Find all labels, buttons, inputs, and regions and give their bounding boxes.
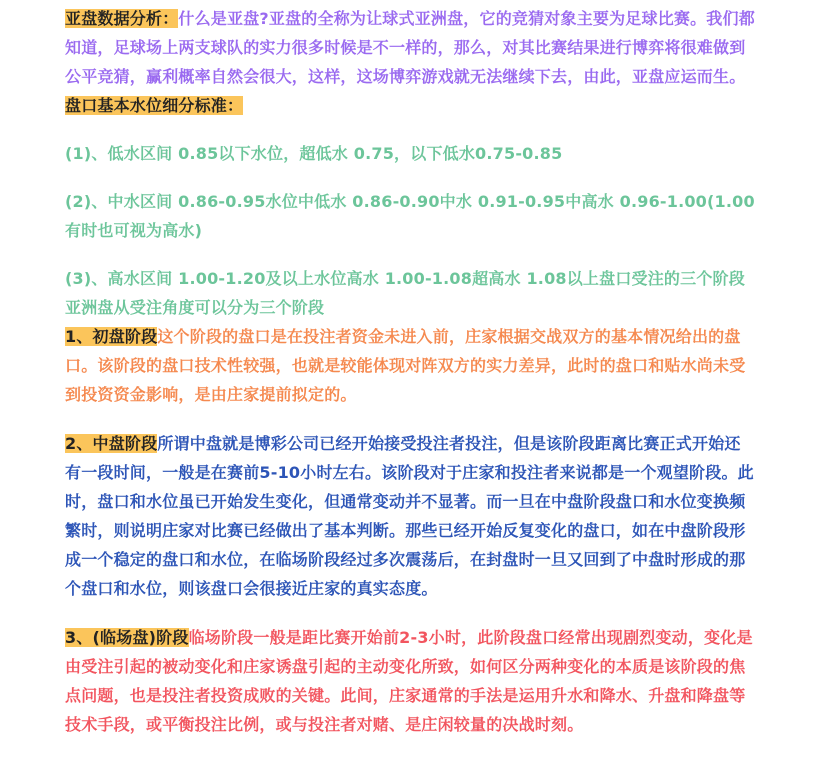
stage-3-text: 临场阶段一般是距比赛开始前2-3小时，此阶段盘口经常出现剧烈变动，变化是由受注引起的被动变化和庄家诱盘引起的主动变化所致，如何区分两种变化的本质是该阶段的焦点问题，也是投注者投资成败的关键。此间，庄家通常的手法是运用升水和降水、升盘和降盘等技术手段，或平衡投注比例，或与投注者对赌、是庄闲较量的决战时刻。: [65, 628, 753, 734]
intro-label: 亚盘数据分析：: [65, 9, 179, 28]
stage-2-paragraph: [65, 429, 755, 603]
water-level-mid: (2)、中水区间 0.86-0.95水位中低水 0.86-0.90中水 0.91-0.95中高水 0.96-1.00(1.00有时也可视为高水): [65, 192, 755, 240]
stage-1-label: 1、初盘阶段: [65, 327, 158, 346]
stage-3-paragraph: [65, 623, 755, 739]
water-level-high: (3)、高水区间 1.00-1.20及以上水位高水 1.00-1.08超高水 1.08以上盘口受注的三个阶段亚洲盘从受注角度可以分为三个阶段: [65, 269, 745, 317]
article: [65, 4, 755, 739]
intro-text: 什么是亚盘?亚盘的全称为让球式亚洲盘，它的竞猜对象主要为足球比赛。我们都知道，足球场上两支球队的实力很多时候是不一样的，那么，对其比赛结果进行博弈将很难做到公平竞猜，赢利概率自然会很大，这样，这场博弈游戏就无法继续下去，由此，亚盘应运而生。: [65, 9, 755, 86]
spacer: [65, 168, 755, 187]
water-level-low: (1)、低水区间 0.85以下水位，超低水 0.75，以下低水0.75-0.85: [65, 144, 563, 163]
spacer: [65, 120, 755, 139]
stage-2-label: 2、中盘阶段: [65, 434, 158, 453]
spacer: [65, 603, 755, 623]
intro-paragraph: [65, 4, 755, 91]
stage-2-text: 所谓中盘就是博彩公司已经开始接受投注者投注，但是该阶段距离比赛正式开始还有一段时间，一般是在赛前5-10小时左右。该阶段对于庄家和投注者来说都是一个观望阶段。此时，盘口和水位虽已开始发生变化，但通常变动并不显著。而一旦在中盘阶段盘口和水位变换频繁时，则说明庄家对比赛已经做出了基本判断。那些已经开始反复变化的盘口，如在中盘阶段形成一个稳定的盘口和水位，在临场阶段经过多次震荡后，在封盘时一旦又回到了中盘时形成的那个盘口和水位，则该盘口会很接近庄家的真实态度。: [65, 434, 754, 598]
spacer: [65, 245, 755, 264]
stage-3-label: 3、(临场盘)阶段: [65, 628, 189, 647]
stage-1-text: 这个阶段的盘口是在投注者资金未进入前，庄家根据交战双方的基本情况给出的盘口。该阶段的盘口技术性较强，也就是较能体现对阵双方的实力差异，此时的盘口和贴水尚未受到投资资金影响，是由庄家提前拟定的。: [65, 327, 746, 404]
standard-label: 盘口基本水位细分标准：: [65, 96, 244, 115]
standard-heading: [65, 91, 755, 120]
spacer: [65, 409, 755, 429]
stage-1-paragraph: [65, 322, 755, 409]
